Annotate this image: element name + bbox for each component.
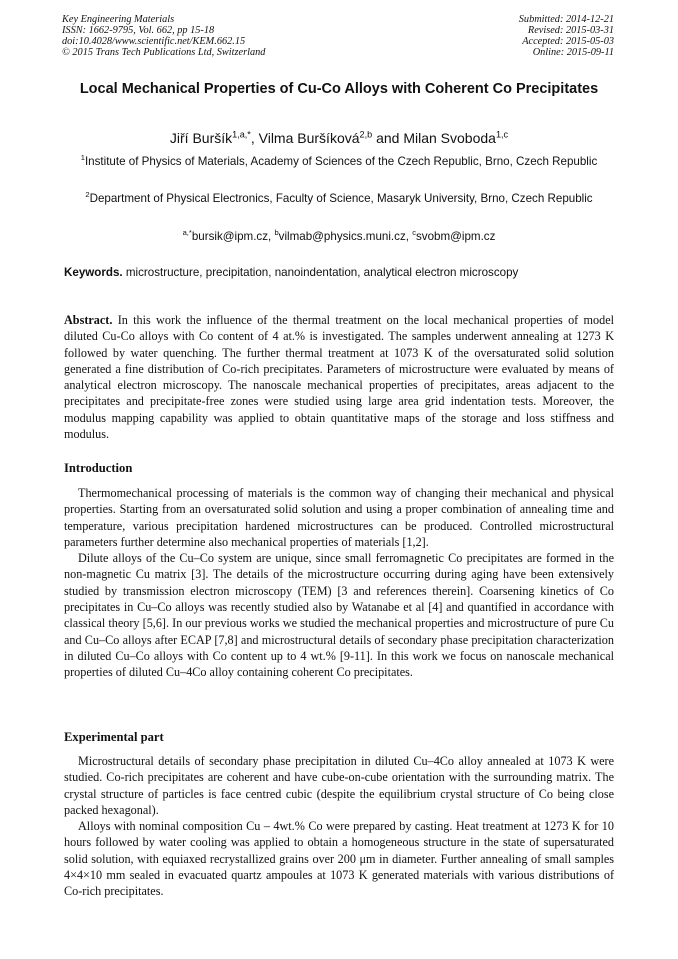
- email-list: [80, 229, 598, 245]
- introduction-paragraph-1: Thermomechanical processing of materials is the common way of changing their mechanical and physical properties. Starting from an oversaturated solid solution and using a proper combination of annealing time and temperature, various precipitation hardened microstructures can be produced. Controlled microstructural parameters further determine also mechanical properties of materials [1,2].: [64, 486, 614, 549]
- doi: doi:10.4028/www.scientific.net/KEM.662.15: [62, 36, 246, 47]
- author-1: Jiří Buršík: [169, 130, 233, 146]
- introduction-heading: Introduction: [64, 461, 133, 475]
- email-2[interactable]: vilmab@physics.muni.cz,: [278, 230, 413, 243]
- submitted-date: Submitted: 2014-12-21: [518, 14, 614, 25]
- email-2-marker: b: [274, 228, 279, 238]
- author-separator: and: [372, 130, 404, 146]
- online-date: Online: 2015-09-11: [532, 47, 614, 58]
- abstract-label: Abstract.: [64, 313, 113, 327]
- author-3: Milan Svoboda: [403, 130, 496, 146]
- accepted-date: Accepted: 2015-05-03: [522, 36, 614, 47]
- abstract-text: In this work the influence of the thermal treatment on the local mechanical properties of model diluted Cu-Co alloys with Co content of 4 at.% is investigated. The samples underwent annealing at 1273 K followed by water quenching. The further thermal treatment at 1073 K of the oversaturated solid solution generated a fine distribution of Co-rich precipitates. Parameters of microstructure were evaluated by means of analytical electron microscopy. The nanoscale mechanical properties of precipitates, areas adjacent to the precipitates and precipitate-free zones were studied using large area grid indentation tests. Moreover, the modulus mapping capability was applied to obtain quantitative maps of the storage and loss stiffness and modulus.: [64, 313, 614, 442]
- keywords: [64, 265, 624, 280]
- author-list: [40, 129, 638, 147]
- affiliation-1-text: Institute of Physics of Materials, Academy of Sciences of the Czech Republic, Brno, Czech Republic: [84, 155, 598, 168]
- author-2: Vilma Buršíková: [258, 130, 360, 146]
- paper-title: Local Mechanical Properties of Cu-Co Alloys with Coherent Co Precipitates: [79, 81, 599, 97]
- keywords-label: Keywords.: [64, 266, 123, 279]
- affiliation-1-marker: 1: [80, 153, 85, 163]
- experimental-heading: Experimental part: [64, 730, 164, 744]
- introduction-paragraph-2: Dilute alloys of the Cu–Co system are unique, since small ferromagnetic Co precipitates are formed in the non-magnetic Cu matrix [3]. The details of the microstructure occurring during aging have been extensively studied by transmission electron microscopy (TEM) [3 and references therein]. Coarsening kinetics of Co precipitates in Cu–Co alloys was recently studied also by Watanabe et al [4] and quantified in accordance with classical theory [5,6]. In our previous works we studied the mechanical properties and microstructure of pure Cu and Cu–Co alloys after ECAP [7,8] and microstructural details of secondary phase precipitation characterization in diluted Cu–Co alloys with Co content up to 4 wt.% [9-11]. In this work we focus on nanoscale mechanical properties of diluted Cu–4Co alloy containing coherent Co precipitates.: [64, 551, 614, 680]
- publication-dates: [519, 14, 614, 58]
- affiliation-1: [80, 154, 598, 170]
- author-3-affiliation: 1,c: [495, 129, 509, 140]
- author-1-affiliation: 1,a,*: [232, 129, 251, 140]
- affiliation-2-marker: 2: [85, 190, 90, 200]
- email-1-marker: a,*: [182, 228, 192, 238]
- email-1[interactable]: bursik@ipm.cz,: [191, 230, 275, 243]
- journal-name: Key Engineering Materials: [62, 14, 175, 25]
- experimental-paragraph-1: Microstructural details of secondary phase precipitation in diluted Cu–4Co alloy annealed at 1073 K were studied. Co-rich precipitates are coherent and have cube-on-cube orientation with the surrounding matrix. The crystal structure of particles is face centred cubic (despite the equilibrium crystal structure of Co being close packed hexagonal).: [64, 754, 614, 817]
- author-separator: ,: [250, 130, 259, 146]
- affiliation-2-text: Department of Physical Electronics, Faculty of Science, Masaryk University, Brno, Czech Republic: [89, 192, 593, 205]
- introduction-section: [64, 485, 614, 681]
- keywords-text: microstructure, precipitation, nanoindentation, analytical electron microscopy: [122, 266, 519, 279]
- email-3[interactable]: svobm@ipm.cz: [415, 230, 496, 243]
- experimental-paragraph-2: Alloys with nominal composition Cu – 4wt.% Co were prepared by casting. Heat treatment at 1273 K for 10 hours followed by water cooling was applied to obtain a homogeneous structure in the state of supersaturated solid solution, with equiaxed recrystallized grains over 200 μm in diameter. Further annealing of small samples 4×4×10 mm sealed in evacuated quartz ampoules at 1073 K generated materials with various distributions of Co-rich precipitates.: [64, 819, 614, 899]
- email-3-marker: c: [412, 228, 416, 238]
- author-2-affiliation: 2,b: [359, 129, 373, 140]
- journal-info: [62, 14, 265, 58]
- revised-date: Revised: 2015-03-31: [527, 25, 614, 36]
- issn-volume: ISSN: 1662-9795, Vol. 662, pp 15-18: [62, 25, 215, 36]
- experimental-section: [64, 753, 614, 900]
- affiliation-2: [80, 191, 598, 207]
- abstract: [64, 312, 614, 442]
- copyright: © 2015 Trans Tech Publications Ltd, Switzerland: [62, 47, 266, 58]
